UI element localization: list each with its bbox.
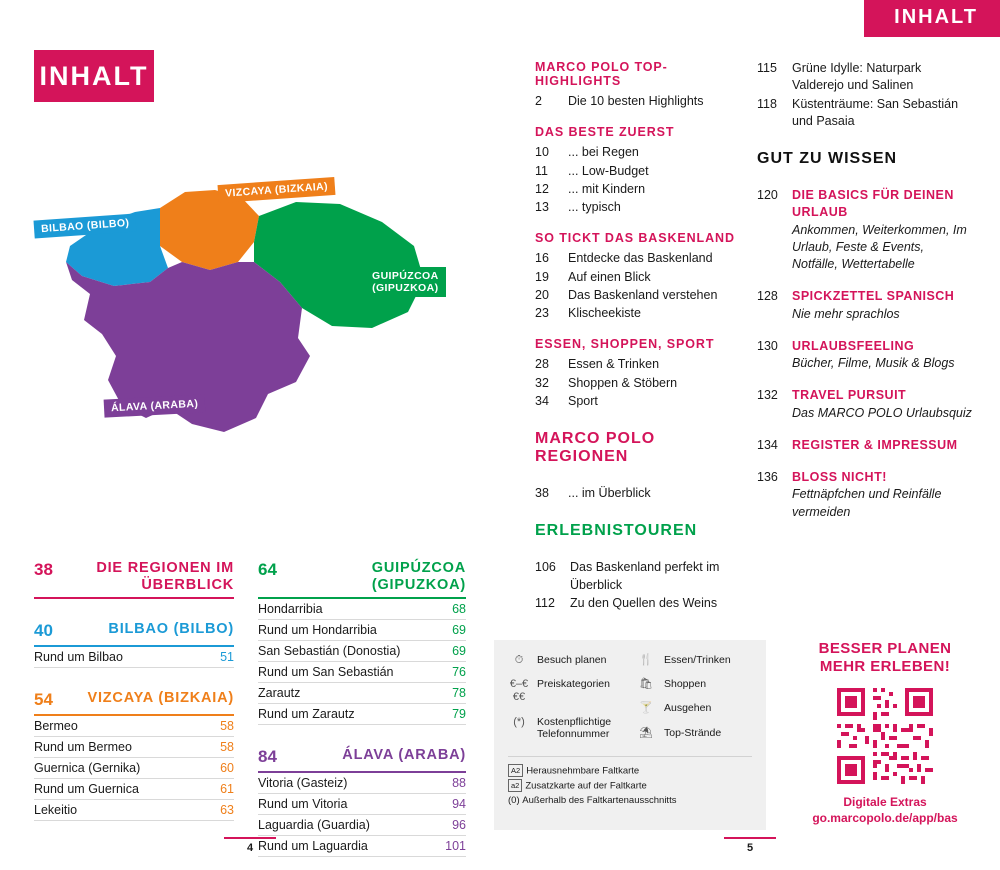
toc-entry-page: 11 [535,163,548,178]
toc-row-label: Rund um Zarautz [258,707,355,722]
toc-entry-page: 106 [535,560,556,575]
page-title [34,50,154,102]
toc-section-title-das-beste-zuerst: DAS BESTE ZUERST [535,125,675,140]
toc-column-1 [535,60,745,613]
legend-item-label: Besuch planen [537,654,607,666]
toc-row[interactable] [258,836,466,857]
toc-entry-label: ... typisch [568,200,621,214]
page-number-left [224,837,276,854]
toc-section-title-essen-shoppen-sport: ESSEN, SHOPPEN, SPORT [535,337,715,352]
toc-entry[interactable] [757,60,972,95]
toc-entry[interactable] [757,96,972,131]
toc-entry[interactable] [757,288,972,323]
toc-row-page: 78 [452,686,466,701]
legend-item [508,678,625,704]
legend-item [635,654,752,667]
toc-row-page: 101 [445,839,466,854]
basque-country-map [10,150,480,450]
legend-item-label: Preiskategorien [537,678,610,691]
toc-entry-title: TRAVEL PURSUIT [792,388,907,403]
toc-row-page: 63 [220,803,234,818]
toc-row-label: Rund um Hondarribia [258,623,377,638]
promo-headline-line2: MEHR ERLEBEN! [819,658,951,675]
toc-entry-page: 12 [535,181,549,196]
toc-row-label: Rund um Bilbao [34,650,123,665]
toc-entry[interactable] [757,469,972,521]
toc-entry-page: 130 [757,338,778,353]
toc-entry-label: Küstenträume: San Sebastián und Pasaia [792,96,959,128]
regions-header-vizcaya-page: 54 [34,690,53,710]
regions-header-alava-title: ÁLAVA (ARABA) [342,747,466,764]
legend-footnote [508,794,752,809]
toc-entry-label [792,338,972,373]
legend-footnote [508,779,752,794]
toc-entry[interactable] [535,356,745,373]
toc-row[interactable] [258,662,466,683]
toc-entry-page: 34 [535,393,549,408]
toc-row-page: 88 [452,776,466,791]
toc-entry-title: BLOSS NICHT! [792,470,887,484]
toc-entry[interactable] [757,338,972,373]
legend-column-right [635,654,752,752]
toc-row[interactable] [258,641,466,662]
toc-entry-page: 115 [757,61,777,75]
toc-entry-label: ... Low-Budget [568,163,649,178]
shopping-bag-icon: 🛍 [639,678,653,691]
regions-header-alava-page: 84 [258,747,277,767]
toc-entry-page: 16 [535,251,549,266]
toc-entry-page: 28 [535,357,549,372]
toc-entry[interactable] [535,93,745,110]
toc-entry-label: Die 10 besten Highlights [568,94,704,108]
page-title-label: INHALT [39,60,149,91]
toc-entry-subtitle: Bücher, Filme, Musik & Blogs [792,356,955,370]
toc-entry[interactable] [535,163,745,180]
toc-entry-subtitle: Fettnäpfchen und Reinfälle vermeiden [792,487,942,519]
toc-entry-label: Klischeekiste [568,306,641,320]
toc-entry[interactable] [535,559,745,594]
toc-entry-subtitle: Das MARCO POLO Urlaubsquiz [792,405,972,420]
regions-header-overview-title: DIE REGIONEN IM ÜBERBLICK [96,560,234,593]
header-banner [864,0,1000,37]
toc-entry-label: Sport [568,393,598,408]
toc-section-title-gut-zu-wissen: GUT ZU WISSEN [757,150,898,167]
toc-row[interactable] [258,815,466,836]
toc-entry-label: Essen & Trinken [568,357,660,372]
toc-row[interactable] [258,773,466,794]
map-label-guipuzcoa-line2: (GIPUZKOA) [372,282,439,295]
toc-entry-page: 23 [535,306,549,320]
toc-row[interactable] [34,737,234,758]
toc-entry-label: Auf einen Blick [568,269,651,284]
toc-entry[interactable] [535,250,745,267]
toc-entry-subtitle: Nie mehr sprachlos [792,306,900,321]
regions-column-right [258,560,466,857]
price-icon: €–€€€ [509,678,529,704]
toc-row-label: Laguardia (Guardia) [258,818,370,833]
promo-block [800,640,970,826]
legend-item [508,716,625,741]
toc-entry-page: 134 [757,437,778,452]
toc-entry[interactable] [757,387,972,422]
regions-header-bilbao[interactable] [34,621,234,647]
toc-row-label: Vitoria (Gasteiz) [258,776,348,791]
legend-footnotes [508,756,752,809]
toc-section-title-top-highlights: MARCO POLO TOP-HIGHLIGHTS [535,60,668,88]
toc-entry[interactable] [535,144,745,161]
toc-entry[interactable] [535,485,745,502]
toc-entry-label: Das Baskenland verstehen [568,287,718,302]
toc-entry[interactable] [535,595,745,612]
toc-entry-label [792,387,972,422]
toc-entry-label [792,469,972,521]
asterisk-icon: (*) [513,715,525,728]
toc-entry-page: 19 [535,269,549,284]
page-number-rule [224,837,276,839]
toc-row[interactable] [258,599,466,620]
toc-section-title-so-tickt: SO TICKT DAS BASKENLAND [535,231,735,246]
toc-entry-page: 132 [757,388,778,403]
toc-entry-page: 20 [535,287,549,302]
toc-row[interactable] [258,620,466,641]
toc-entry-label [792,288,972,323]
toc-entry-page: 128 [757,289,778,304]
regions-header-guipuzcoa-title: GUIPÚZCOA (GIPUZKOA) [371,560,466,593]
toc-entry-label [792,437,972,454]
toc-row-page: 60 [220,761,234,776]
regions-header-guipuzcoa[interactable] [258,560,466,599]
toc-entry-page: 32 [535,375,549,390]
toc-entry[interactable] [535,269,745,286]
page-number-left-label: 4 [246,842,254,854]
toc-entry-title: URLAUBSFEELING [792,338,915,353]
toc-entry-page: 13 [535,200,549,214]
toc-row-page: 69 [452,644,466,659]
page-number-right [724,837,776,854]
toc-row-page: 76 [452,665,466,680]
cocktail-icon: 🍸 [639,702,653,715]
regions-header-overview [34,560,234,599]
toc-entry[interactable] [535,181,745,198]
toc-entry[interactable] [757,437,972,454]
legend-item [508,654,625,667]
toc-row[interactable] [34,800,234,821]
toc-entry[interactable] [535,199,745,216]
toc-row-page: 51 [220,650,234,665]
toc-entry[interactable] [535,393,745,410]
toc-entry-page: 2 [535,94,542,108]
map-badge-icon: A2 [508,764,523,778]
legend-footnote-label: Außerhalb des Faltkartenausschnitts [522,794,677,806]
toc-row-label: Guernica (Gernika) [34,761,141,776]
toc-row[interactable] [258,704,466,725]
regions-header-vizcaya-title: VIZCAYA (BIZKAIA) [87,690,234,707]
toc-row-label: Bermeo [34,719,78,734]
toc-row-page: 68 [452,602,466,617]
qr-code-icon[interactable] [837,688,933,784]
toc-entry-page: 10 [535,145,549,160]
legend-item [635,727,752,740]
toc-row-label: Rund um San Sebastián [258,665,394,680]
map-label-vizcaya: VIZCAYA (BIZKAIA) [218,177,336,203]
regions-header-guipuzcoa-page: 64 [258,560,277,579]
toc-section-title-erlebnistouren: ERLEBNISTOUREN [535,522,698,540]
toc-row-label: Rund um Vitoria [258,797,348,812]
toc-row-page: 58 [220,740,234,755]
toc-row[interactable] [34,647,234,668]
legend-footnote [508,764,752,779]
toc-entry[interactable] [535,375,745,392]
toc-column-2 [757,60,972,522]
regions-column-left [34,560,234,821]
toc-row[interactable] [34,716,234,737]
toc-entry-page: 118 [757,96,777,111]
regions-header-bilbao-title: BILBAO (BILBO) [108,621,234,638]
legend-item [635,678,752,691]
toc-row-page: 96 [452,818,466,833]
toc-row-label: San Sebastián (Donostia) [258,644,401,659]
regions-header-overview-page: 38 [34,560,53,579]
toc-entry-label: Grüne Idylle: Naturpark Valderejo und Salinen [792,61,922,93]
promo-subtext-line1: Digitale Extras [843,795,927,809]
toc-entry-title: DIE BASICS FÜR DEINEN URLAUB [792,188,954,220]
legend-item [635,702,752,715]
legend-item-label: Essen/Trinken [664,654,731,666]
toc-entry-subtitle: Ankommen, Weiterkommen, Im Urlaub, Feste & Events, Notfälle, Wettertabelle [792,222,967,271]
toc-row-page: 58 [220,719,234,734]
toc-entry-title: REGISTER & IMPRESSUM [792,437,958,452]
promo-headline [800,640,970,676]
legend-item-label: Ausgehen [664,702,712,715]
map-label-bilbao: BILBAO (BILBO) [33,213,136,238]
legend-item-label: Shoppen [664,678,707,691]
toc-entry[interactable] [535,305,745,322]
toc-row-label: Rund um Bermeo [34,740,132,755]
legend-grid [508,654,752,752]
toc-row-label: Lekeitio [34,803,78,818]
toc-row-page: 69 [452,623,466,638]
legend-item-label: Top-Strände [664,726,722,739]
regions-header-vizcaya[interactable] [34,690,234,716]
toc-entry-page: 112 [535,595,555,610]
promo-headline-line1: BESSER PLANEN [818,640,952,657]
toc-entry-label: Shoppen & Stöbern [568,375,678,390]
toc-row-page: 79 [452,707,466,722]
toc-row-page: 61 [220,782,234,797]
toc-row-page: 94 [452,797,466,812]
toc-row-label: Rund um Guernica [34,782,139,797]
toc-entry-page: 38 [535,486,549,500]
beach-icon: ⛱ [639,726,653,739]
header-banner-label: INHALT [894,6,978,28]
regions-header-alava[interactable] [258,747,466,773]
toc-entry[interactable] [757,187,972,273]
legend-item-label: Kostenpflichtige Telefonnummer [537,715,612,741]
page-number-rule [724,837,776,839]
qr-code-svg [837,688,933,784]
regions-header-bilbao-page: 40 [34,621,53,641]
map-label-alava: ÁLAVA (ARABA) [104,394,206,417]
promo-subtext-line2: go.marcopolo.de/app/bas [812,811,958,826]
page-number-right-label: 5 [746,842,754,854]
toc-row-label: Hondarribia [258,602,323,617]
toc-entry-label: ... mit Kindern [568,181,646,196]
legend-box [494,640,766,830]
toc-entry-page: 136 [757,470,778,484]
map-badge-icon: a2 [508,779,522,793]
legend-column-left [508,654,625,752]
toc-row-label: Zarautz [258,686,301,701]
map-label-guipuzcoa [365,267,446,297]
toc-entry[interactable] [535,287,745,304]
clock-icon: ⏱ [514,654,524,666]
map-badge-label: (0) [508,794,520,806]
legend-footnote-label: Herausnehmbare Faltkarte [526,765,640,777]
cutlery-icon: 🍴 [639,654,653,666]
toc-entry-label: Zu den Quellen des Weins [570,595,718,610]
toc-entry-title: SPICKZETTEL SPANISCH [792,289,955,304]
toc-entry-label: Entdecke das Baskenland [568,251,713,266]
toc-row[interactable] [34,779,234,800]
toc-entry-page: 120 [757,188,778,202]
toc-entry-label: Das Baskenland perfekt im Überblick [570,560,720,592]
map-label-guipuzcoa-line1: GUIPÚZCOA [372,270,439,282]
promo-subtext[interactable] [800,794,970,826]
toc-row[interactable] [34,758,234,779]
toc-row-label: Rund um Laguardia [258,839,368,854]
toc-row[interactable] [258,683,466,704]
toc-entry-label: ... bei Regen [568,145,639,160]
toc-section-title-marco-polo-regionen: MARCO POLO REGIONEN [535,430,656,465]
toc-entry-label: ... im Überblick [568,486,651,500]
toc-row[interactable] [258,794,466,815]
toc-entry-label [792,187,972,273]
legend-footnote-label: Zusatzkarte auf der Faltkarte [525,780,647,792]
